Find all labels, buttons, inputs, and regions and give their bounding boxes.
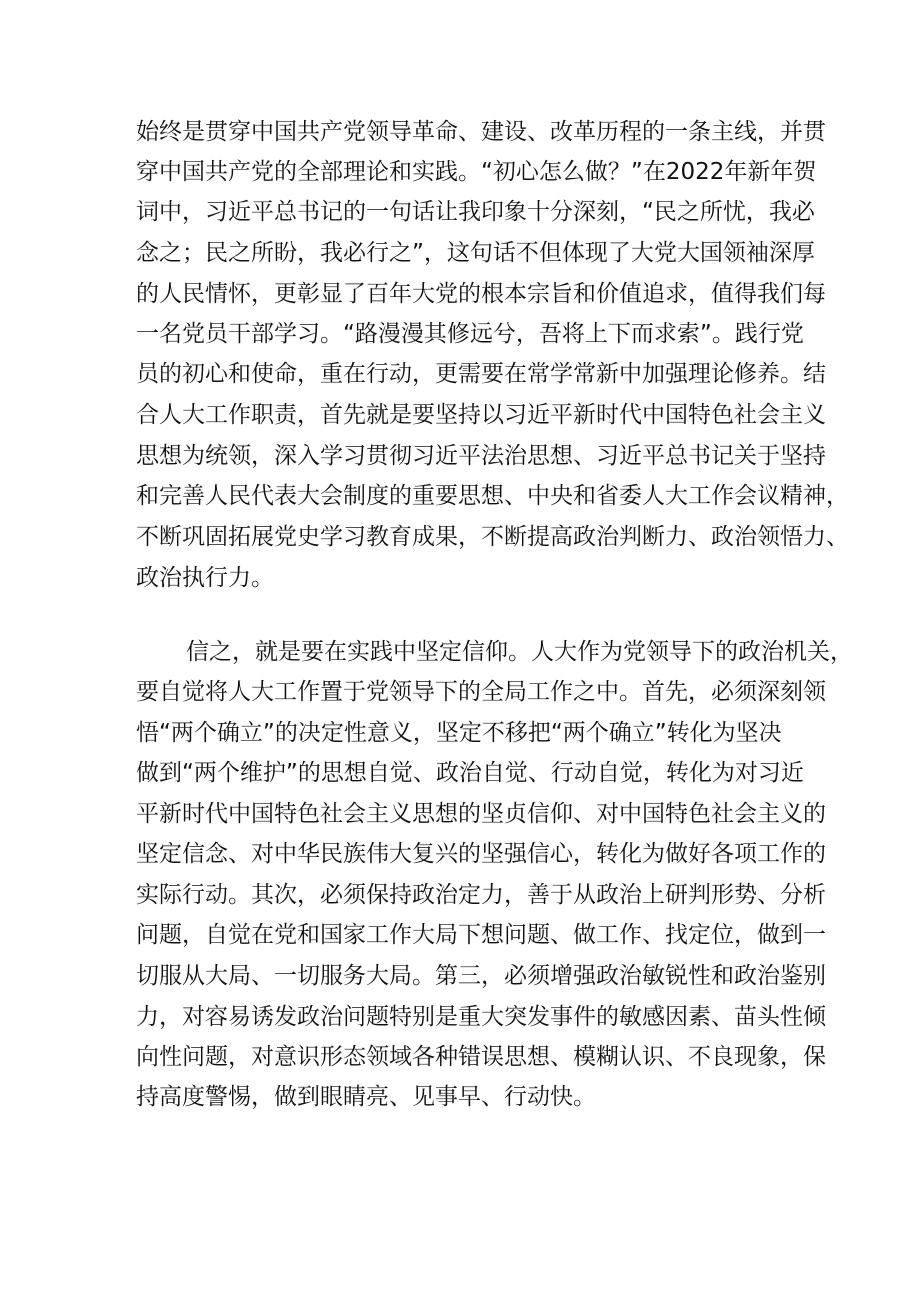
paragraph-2-line-5: 平新时代中国特色社会主义思想的坚贞信仰、对中国特色社会主义的 [136, 801, 826, 827]
paragraph-2-line-4: 做到“两个维护”的思想自觉、政治自觉、行动自觉，转化为对习近 [136, 760, 804, 786]
paragraph-2-line-7: 实际行动。其次，必须保持政治定力，善于从政治上研判形势、分析 [136, 882, 826, 908]
paragraph-2-line-1: 信之，就是要在实践中坚定信仰。人大作为党领导下的政治机关， [186, 639, 853, 665]
paragraph-1-line-10: 和完善人民代表大会制度的重要思想、中央和省委人大工作会议精神， [136, 483, 849, 509]
paragraph-1-line-3: 词中，习近平总书记的一句话让我印象十分深刻，“民之所忧，我必 [136, 199, 815, 225]
paragraph-1-line-12: 政治执行力。 [136, 565, 274, 591]
paragraph-1-line-6: 一名党员干部学习。“路漫漫其修远兮，吾将上下而求索”。践行党 [136, 321, 804, 347]
paragraph-2-line-12: 持高度警惕，做到眼睛亮、见事早、行动快。 [136, 1084, 596, 1110]
paragraph-2-line-2: 要自觉将人大工作置于党领导下的全局工作之中。首先，必须深刻领 [136, 679, 826, 705]
paragraph-2-line-6: 坚定信念、对中华民族伟大复兴的坚强信心，转化为做好各项工作的 [136, 841, 826, 867]
paragraph-1-line-2: 穿中国共产党的全部理论和实践。“初心怎么做？”在2022年新年贺 [136, 159, 817, 185]
paragraph-1-line-11: 不断巩固拓展党史学习教育成果，不断提高政治判断力、政治领悟力、 [136, 524, 849, 550]
paragraph-2-line-10: 力，对容易诱发政治问题特别是重大突发事件的敏感因素、苗头性倾 [136, 1004, 826, 1030]
paragraph-2-line-3: 悟“两个确立”的决定性意义，坚定不移把“两个确立”转化为坚决 [136, 720, 782, 746]
paragraph-2-line-9: 切服从大局、一切服务大局。第三，必须增强政治敏锐性和政治鉴别 [136, 963, 826, 989]
paragraph-1-line-1: 始终是贯穿中国共产党领导革命、建设、改革历程的一条主线，并贯 [136, 119, 826, 145]
paragraph-1-line-9: 思想为统领，深入学习贯彻习近平法治思想、习近平总书记关于坚持 [136, 443, 826, 469]
paragraph-1-line-8: 合人大工作职责，首先就是要坚持以习近平新时代中国特色社会主义 [136, 402, 826, 428]
paragraph-1-line-5: 的人民情怀，更彰显了百年大党的根本宗旨和价值追求，值得我们每 [136, 281, 826, 307]
paragraph-2-line-8: 问题，自觉在党和国家工作大局下想问题、做工作、找定位，做到一 [136, 922, 826, 948]
paragraph-1-line-4: 念之；民之所盼，我必行之”，这句话不但体现了大党大国领袖深厚 [136, 240, 815, 266]
paragraph-1-line-7: 员的初心和使命，重在行动，更需要在常学常新中加强理论修养。结 [136, 361, 826, 387]
paragraph-2-line-11: 向性问题，对意识形态领域各种错误思想、模糊认识、不良现象，保 [136, 1044, 826, 1070]
